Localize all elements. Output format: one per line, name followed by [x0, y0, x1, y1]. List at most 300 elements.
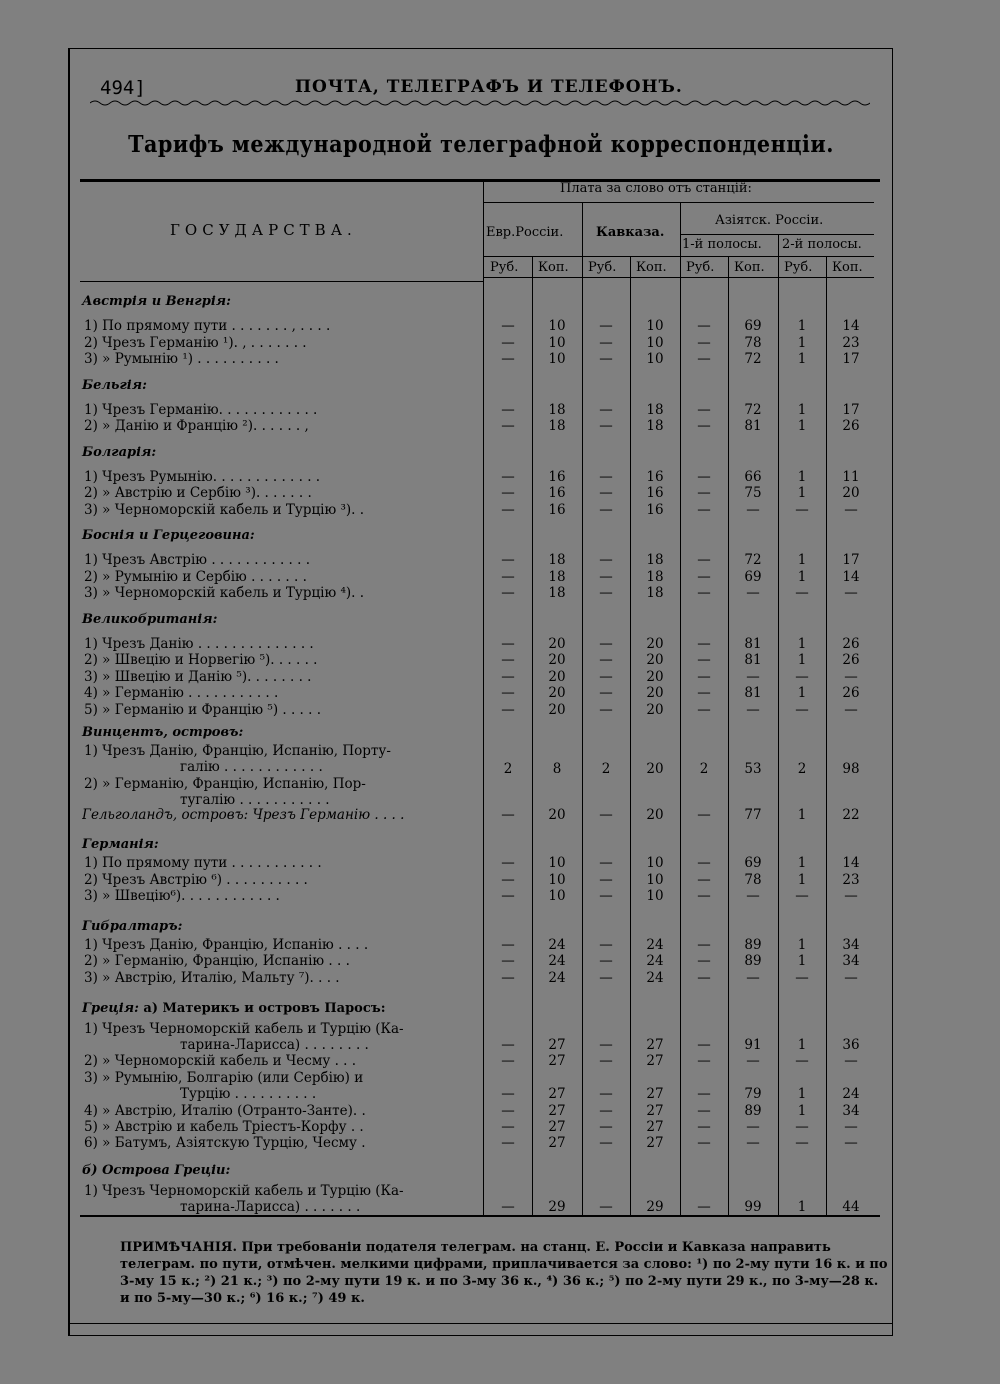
cell: —	[501, 969, 515, 986]
asia-heading: Азіятск. Россіи.	[715, 213, 824, 228]
cell: 1	[797, 401, 807, 418]
cell: —	[599, 552, 613, 568]
cell: —	[697, 701, 711, 718]
cell: —	[697, 936, 711, 953]
cell: —	[501, 318, 515, 334]
cell: —	[844, 668, 858, 685]
cell: —	[599, 351, 613, 367]
cell: 16	[548, 501, 566, 518]
cell: 8	[552, 761, 562, 777]
cell: —	[501, 485, 515, 501]
cell: 1	[797, 936, 807, 953]
eur-heading: Евр.Россіи.	[486, 225, 564, 240]
cell: —	[795, 1135, 809, 1151]
cell: 14	[842, 568, 860, 585]
cell: 16	[646, 485, 664, 501]
cell: 34	[842, 953, 860, 969]
cell: —	[697, 855, 711, 871]
cell: 1	[797, 468, 807, 485]
cell: 89	[744, 1103, 762, 1119]
cell: 27	[548, 1103, 566, 1119]
cell: 2	[797, 761, 807, 777]
cell: 1	[797, 485, 807, 501]
cell: —	[599, 936, 613, 953]
cell: —	[746, 1135, 760, 1151]
cell: 18	[646, 401, 664, 418]
cell: —	[795, 585, 809, 601]
table-row	[70, 888, 892, 904]
cell: 91	[744, 1037, 762, 1053]
row-label: 3) » Черноморскій кабель и Турцію ³). .	[84, 501, 365, 518]
section-heading: Австрія и Венгрія:	[82, 294, 231, 309]
cell: —	[599, 334, 613, 351]
cell: 20	[646, 807, 664, 823]
cell: 11	[842, 468, 860, 485]
row-label: 2) Чрезъ Австрію ⁶) . . . . . . . . . .	[84, 871, 308, 888]
cell: —	[501, 334, 515, 351]
cell: 16	[646, 468, 664, 485]
table-row	[70, 485, 892, 501]
cell: —	[844, 1053, 858, 1069]
unit-kop: Коп.	[734, 260, 765, 275]
cell: —	[795, 969, 809, 986]
cell: —	[599, 685, 613, 701]
cell: 72	[744, 552, 762, 568]
cell: 20	[842, 485, 860, 501]
cell: 20	[548, 701, 566, 718]
section-heading: Болгарія:	[82, 444, 157, 460]
cell: —	[501, 888, 515, 904]
cell: 72	[744, 351, 762, 367]
row-label: 2) » Германію, Францію, Испанію, Пор-	[84, 776, 366, 792]
row-label: тарина-Лариcса) . . . . . . . .	[180, 1037, 369, 1053]
table-row	[70, 318, 892, 334]
row-label: 2) » Черноморскій кабель и Чесму . . .	[84, 1053, 357, 1069]
cell: 27	[646, 1119, 664, 1135]
cell: —	[501, 351, 515, 367]
cell: —	[697, 418, 711, 434]
cell: —	[697, 552, 711, 568]
cell: 10	[548, 351, 566, 367]
row-label: 2) » Румынію и Сербію . . . . . . .	[84, 568, 307, 585]
cell: 1	[797, 652, 807, 668]
row-label: 2) » Австрію и Сербію ³). . . . . . .	[84, 485, 312, 501]
row-label: 2) Чрезъ Германію ¹). , . . . . . . .	[84, 334, 307, 351]
cell: 18	[548, 401, 566, 418]
table-row-values	[70, 761, 892, 777]
cell: 1	[797, 855, 807, 871]
cell: 78	[744, 871, 762, 888]
table-row	[70, 636, 892, 652]
cell: —	[697, 1199, 711, 1215]
cell: 81	[744, 635, 762, 652]
cell: —	[697, 468, 711, 485]
cell: —	[599, 468, 613, 485]
table-row	[70, 402, 892, 418]
cell: —	[501, 668, 515, 685]
cell: —	[599, 969, 613, 986]
table-row	[70, 1037, 892, 1053]
cell: —	[697, 485, 711, 501]
cell: —	[501, 1053, 515, 1069]
cell: 22	[842, 807, 860, 823]
table-row	[70, 418, 892, 434]
cell: 1	[797, 1199, 807, 1215]
row-label: 1) Чрезъ Данію . . . . . . . . . . . . . .	[84, 635, 314, 652]
unit-rub: Руб.	[490, 260, 519, 275]
cell: —	[599, 668, 613, 685]
cell: —	[599, 701, 613, 718]
cell: 1	[797, 807, 807, 823]
cell: —	[697, 1053, 711, 1069]
cell: 24	[548, 969, 566, 986]
states-heading: ГОСУДАРСТВА.	[170, 221, 357, 239]
cell: —	[795, 1053, 809, 1069]
cell: 20	[548, 807, 566, 823]
cell: 89	[744, 953, 762, 969]
cell: 1	[797, 568, 807, 585]
cell: 1	[797, 318, 807, 334]
cell: 20	[646, 652, 664, 668]
cell: 24	[548, 953, 566, 969]
cell: 20	[548, 635, 566, 652]
table-row	[70, 1119, 892, 1135]
section-heading: б) Острова Греціи:	[82, 1163, 231, 1178]
notes-heading: ПРИМѢЧАНІЯ.	[120, 1240, 237, 1255]
cell: 18	[548, 568, 566, 585]
cell: 24	[646, 936, 664, 953]
kavkaz-heading: Кавказа.	[596, 225, 665, 240]
row-label: 2) » Германію, Францію, Испанію . . .	[84, 953, 350, 969]
cell: 78	[744, 334, 762, 351]
cell: 26	[842, 635, 860, 652]
cell: 24	[548, 936, 566, 953]
cell: 20	[646, 668, 664, 685]
notes-text: При требованіи подателя телеграм. на станц. Е. Россіи и Кавказа направить телеграм. по пути, отмѣчен. мелкими цифрами, приплачивается за слово: ¹) по 2-му пути 16 к. и по 3-му 15 к.; ²) 21 к.; ³) по 2-му пути 19 к. и по 3-му 36 к., ⁴) 36 к.; ⁵) по 2-му пути 29 к., по 3-му—28 к. и по 5-му—30 к.; ⁶) 16 к.; ⁷) 49 к.	[120, 1240, 888, 1306]
page	[68, 48, 893, 1336]
section-heading: Великобританія:	[82, 611, 218, 627]
cell: 27	[646, 1053, 664, 1069]
cell: —	[599, 652, 613, 668]
cell: 2	[699, 761, 709, 777]
section-name: Греція:	[82, 1001, 139, 1016]
cell: 1	[797, 1086, 807, 1102]
cell: —	[501, 652, 515, 668]
cell: 16	[646, 501, 664, 518]
cell: —	[599, 1053, 613, 1069]
table-row	[70, 685, 892, 701]
cell: 75	[744, 485, 762, 501]
table-row	[70, 351, 892, 367]
cell: 20	[548, 652, 566, 668]
cell: 10	[548, 888, 566, 904]
row-label: 1) Чрезъ Германію. . . . . . . . . . . .	[84, 401, 318, 418]
cell: 10	[548, 318, 566, 334]
table-row	[70, 743, 892, 759]
cell: 24	[646, 969, 664, 986]
cell: 79	[744, 1086, 762, 1102]
cell: —	[697, 585, 711, 601]
cell: 20	[646, 701, 664, 718]
cell: —	[501, 1135, 515, 1151]
cell: —	[599, 1037, 613, 1053]
cell: 18	[646, 552, 664, 568]
table-row	[70, 469, 892, 485]
cell: 34	[842, 936, 860, 953]
cell: 27	[548, 1119, 566, 1135]
cell: 27	[548, 1135, 566, 1151]
cell: —	[697, 888, 711, 904]
row-label: 3) » Румынію, Болгарію (или Сербію) и	[84, 1070, 364, 1086]
cell: —	[501, 871, 515, 888]
cell: —	[746, 585, 760, 601]
row-label: 3) » Австрію, Италію, Мальту ⁷). . . .	[84, 969, 340, 986]
cell: —	[501, 936, 515, 953]
cell: 14	[842, 318, 860, 334]
section-heading: Винцентъ, островъ:	[82, 725, 244, 740]
wavy-rule	[90, 99, 870, 107]
cell: —	[697, 1135, 711, 1151]
table-row	[70, 652, 892, 668]
fee-heading: Плата за слово отъ станцій:	[560, 181, 752, 196]
cell: —	[844, 1119, 858, 1135]
cell: 1	[797, 635, 807, 652]
cell: —	[697, 1037, 711, 1053]
cell: 24	[646, 953, 664, 969]
table-row	[70, 502, 892, 518]
cell: —	[697, 871, 711, 888]
running-title: ПОЧТА, ТЕЛЕГРАФЪ И ТЕЛЕФОНЪ.	[295, 77, 683, 97]
cell: 99	[744, 1199, 762, 1215]
units-rule-top	[484, 256, 874, 257]
cell: —	[599, 418, 613, 434]
cell: 10	[548, 871, 566, 888]
cell: —	[599, 485, 613, 501]
row-label: 5) » Австрію и кабель Тріестъ-Корфу . .	[84, 1119, 364, 1135]
cell: 18	[646, 585, 664, 601]
cell: 27	[548, 1086, 566, 1102]
row-label: 4) » Австрію, Италію (Отранто-Занте). .	[84, 1103, 366, 1119]
cell: —	[599, 1135, 613, 1151]
cell: 27	[646, 1135, 664, 1151]
cell: 66	[744, 468, 762, 485]
cell: 27	[548, 1053, 566, 1069]
cell: —	[844, 1135, 858, 1151]
cell: —	[501, 1199, 515, 1215]
cell: —	[501, 635, 515, 652]
cell: —	[599, 855, 613, 871]
cell: 16	[548, 468, 566, 485]
table-row	[70, 552, 892, 568]
table-row	[70, 1053, 892, 1069]
cell: 18	[548, 585, 566, 601]
section-heading	[82, 1001, 386, 1016]
cell: 81	[744, 685, 762, 701]
cell: 1	[797, 351, 807, 367]
cell: 17	[842, 351, 860, 367]
table-row	[70, 872, 892, 888]
cell: —	[746, 701, 760, 718]
cell: —	[697, 635, 711, 652]
cell: —	[599, 888, 613, 904]
row-label: 5) » Германію и Францію ⁵) . . . . .	[84, 701, 321, 718]
cell: 29	[646, 1199, 664, 1215]
cell: —	[501, 1119, 515, 1135]
cell: 17	[842, 552, 860, 568]
row-label: 3) » Черноморскій кабель и Турцію ⁴). .	[84, 585, 365, 601]
cell: 27	[646, 1103, 664, 1119]
cell: —	[697, 668, 711, 685]
cell: —	[599, 1086, 613, 1102]
cell: 1	[797, 685, 807, 701]
cell: 20	[646, 685, 664, 701]
table-row	[70, 702, 892, 718]
cell: 34	[842, 1103, 860, 1119]
cell: —	[599, 318, 613, 334]
cell: 81	[744, 418, 762, 434]
cell: —	[697, 953, 711, 969]
table-top-rule	[80, 179, 880, 182]
cell: 2	[503, 761, 513, 777]
cell: —	[746, 969, 760, 986]
cell: —	[501, 552, 515, 568]
cell: —	[599, 635, 613, 652]
cell: 18	[646, 568, 664, 585]
cell: —	[697, 685, 711, 701]
cell: —	[599, 1103, 613, 1119]
cell: —	[599, 1199, 613, 1215]
table-row	[70, 855, 892, 871]
cell: —	[746, 1053, 760, 1069]
cell: —	[746, 888, 760, 904]
cell: —	[844, 501, 858, 518]
row-label: 1) Чрезъ Черноморскій кабель и Турцію (Ка-	[84, 1183, 404, 1199]
cell: —	[844, 701, 858, 718]
cell: 89	[744, 936, 762, 953]
cell: 20	[548, 668, 566, 685]
cell: 29	[548, 1199, 566, 1215]
cell: 72	[744, 401, 762, 418]
cell: —	[501, 1037, 515, 1053]
cell: 10	[646, 334, 664, 351]
cell: 10	[646, 318, 664, 334]
row-label: 3) » Швецію и Данію ⁵). . . . . . . .	[84, 668, 312, 685]
cell: —	[599, 807, 613, 823]
cell: —	[697, 652, 711, 668]
cell: 26	[842, 652, 860, 668]
cell: 10	[646, 888, 664, 904]
cell: —	[599, 585, 613, 601]
table-row	[70, 1103, 892, 1119]
fee-rule	[484, 202, 874, 203]
cell: 1	[797, 953, 807, 969]
cell: —	[697, 401, 711, 418]
row-label: тарина-Лариcса) . . . . . . .	[180, 1199, 361, 1215]
cell: —	[599, 953, 613, 969]
unit-rub: Руб.	[686, 260, 715, 275]
cell: —	[697, 1103, 711, 1119]
unit-rub: Руб.	[588, 260, 617, 275]
cell: 69	[744, 318, 762, 334]
cell: —	[501, 953, 515, 969]
asia2-heading: 2-й полосы.	[782, 237, 862, 252]
section-heading: Германія:	[82, 837, 159, 852]
cell: 20	[646, 761, 664, 777]
cell: 77	[744, 807, 762, 823]
cell: 23	[842, 334, 860, 351]
cell: —	[795, 1119, 809, 1135]
cell: 1	[797, 418, 807, 434]
table-row	[70, 569, 892, 585]
cell: 14	[842, 855, 860, 871]
cell: —	[746, 1119, 760, 1135]
cell: 20	[548, 685, 566, 701]
cell: —	[599, 871, 613, 888]
cell: —	[844, 888, 858, 904]
cell: 26	[842, 685, 860, 701]
cell: 81	[744, 652, 762, 668]
cell: —	[501, 701, 515, 718]
cell: —	[501, 855, 515, 871]
cell: —	[501, 501, 515, 518]
section-heading: Боснія и Герцеговина:	[82, 528, 255, 543]
page-number: 494]	[100, 77, 146, 99]
cell: —	[501, 807, 515, 823]
cell: —	[501, 1103, 515, 1119]
unit-kop: Коп.	[832, 260, 863, 275]
cell: 10	[646, 351, 664, 367]
cell: —	[697, 568, 711, 585]
cell: —	[599, 501, 613, 518]
cell: 27	[646, 1086, 664, 1102]
cell: 1	[797, 334, 807, 351]
cell: —	[697, 1086, 711, 1102]
cell: 53	[744, 761, 762, 777]
section-heading: Бельгія:	[82, 377, 147, 393]
row-label: 1) Чрезъ Данію, Францію, Испанію, Порту-	[84, 743, 391, 759]
table-row	[70, 1021, 892, 1037]
cell: —	[599, 1119, 613, 1135]
units-rule-bottom	[484, 277, 874, 278]
table-row	[70, 669, 892, 685]
row-label: 1) Чрезъ Черноморскій кабель и Турцію (Ка-	[84, 1021, 404, 1037]
cell: 2	[601, 761, 611, 777]
row-label: 1) Чрезъ Данію, Францію, Испанію . . . .	[84, 936, 369, 953]
table-row	[70, 1183, 892, 1199]
row-label: Гельголандъ, островъ: Чрезъ Германію . . . .	[82, 807, 405, 823]
table-row	[70, 792, 892, 808]
table-row	[70, 776, 892, 792]
table-row	[70, 585, 892, 601]
cell: 23	[842, 871, 860, 888]
row-label: 2) » Швецію и Норвегію ⁵). . . . . .	[84, 652, 318, 668]
cell: —	[795, 501, 809, 518]
table-row	[70, 335, 892, 351]
table-row	[70, 970, 892, 986]
cell: 26	[842, 418, 860, 434]
cell: —	[795, 668, 809, 685]
cell: 10	[646, 871, 664, 888]
header-rule-left	[80, 281, 484, 282]
cell: —	[697, 351, 711, 367]
cell: 10	[548, 334, 566, 351]
cell: —	[746, 501, 760, 518]
cell: 10	[548, 855, 566, 871]
cell: —	[844, 969, 858, 986]
cell: —	[697, 318, 711, 334]
cell: —	[795, 888, 809, 904]
row-label: 1) Чрезъ Австрію . . . . . . . . . . . .	[84, 552, 311, 568]
